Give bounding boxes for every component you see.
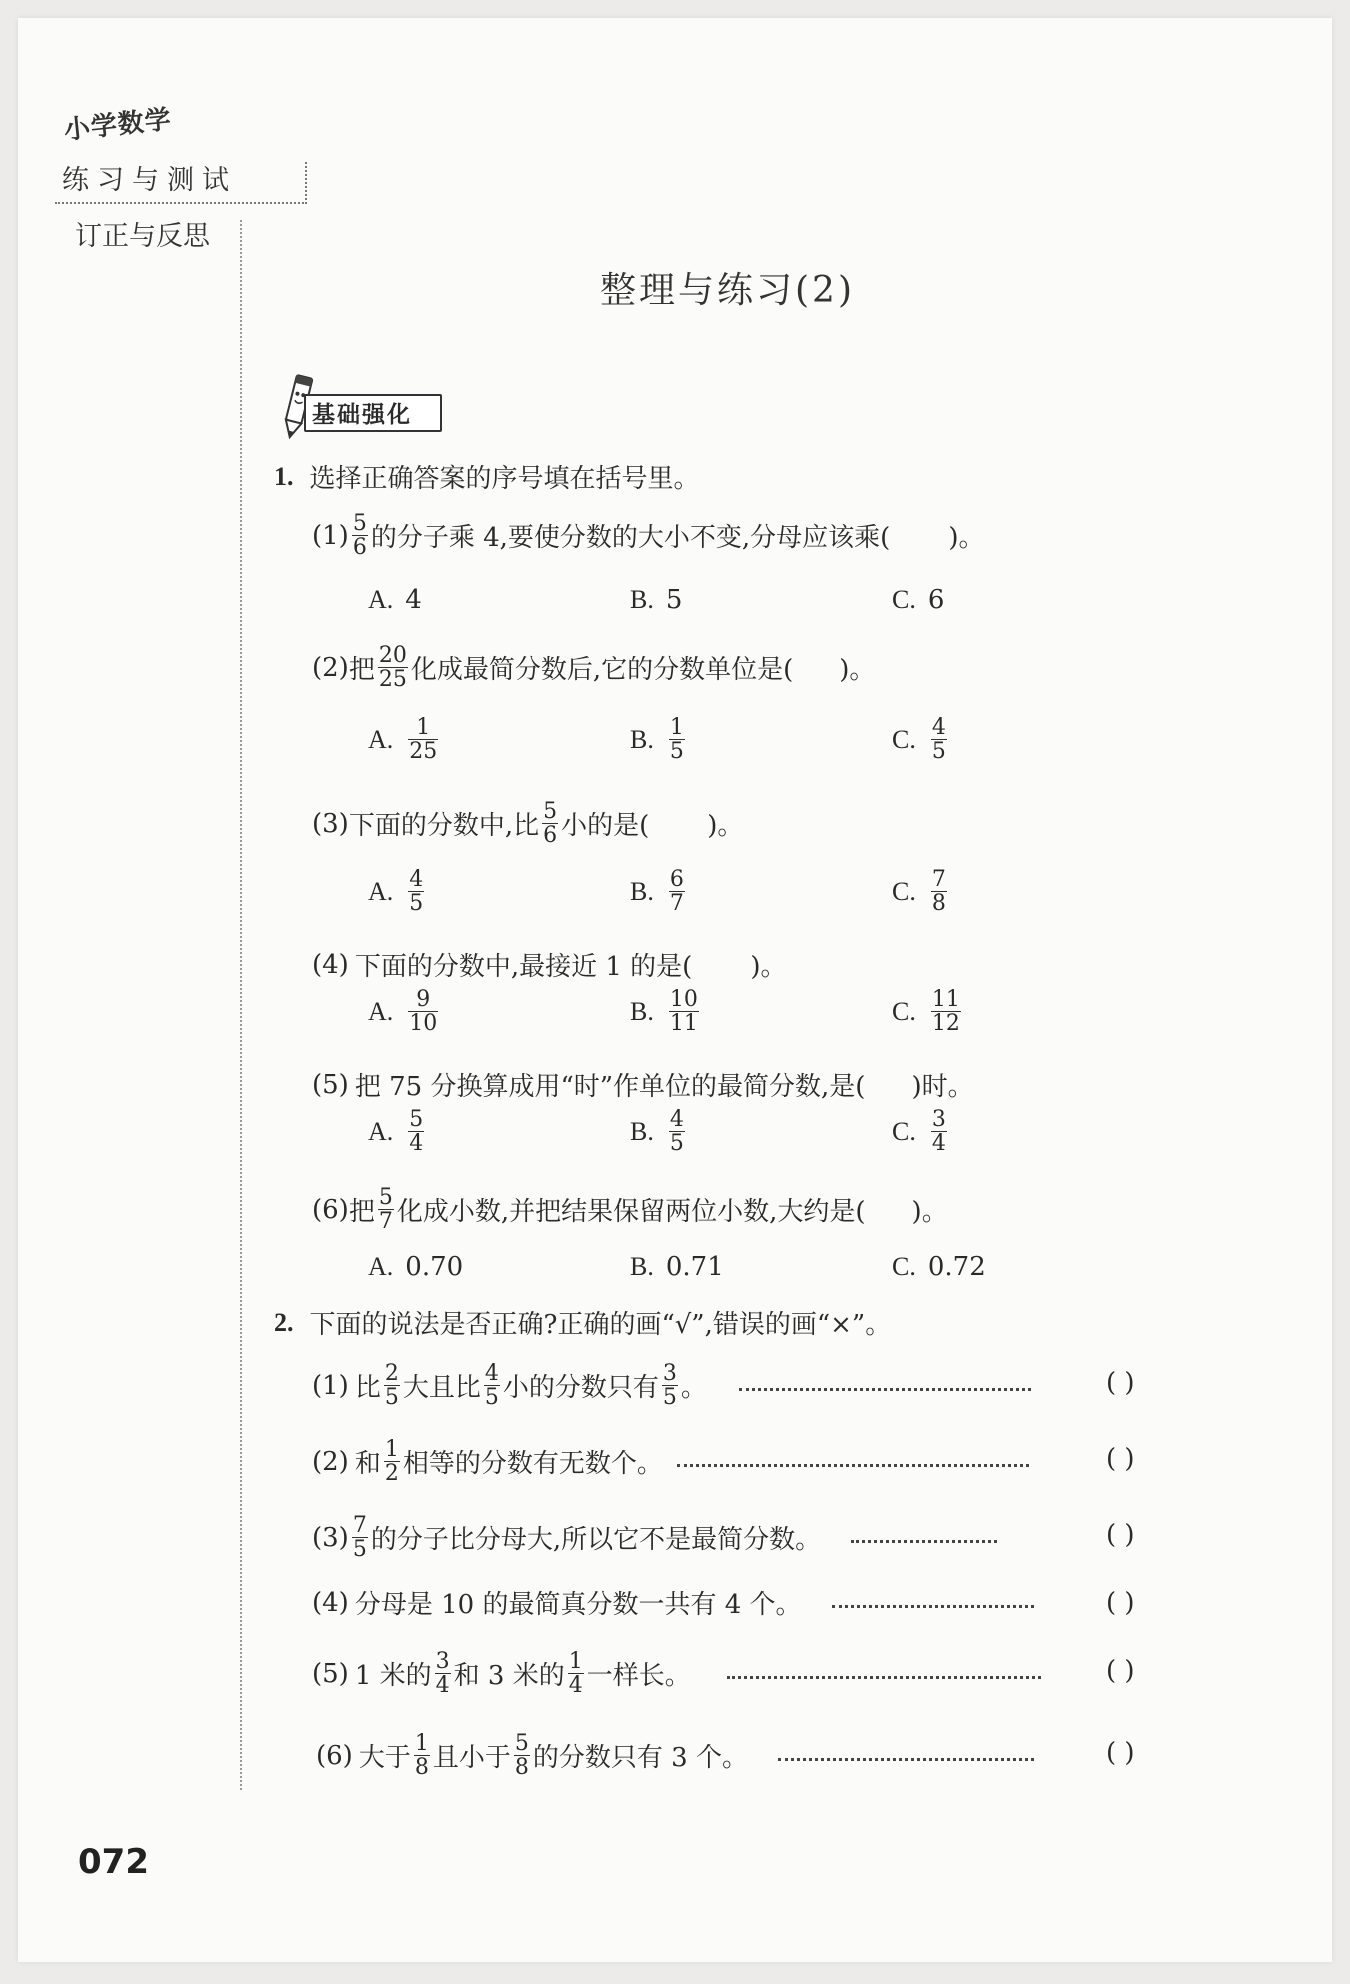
- leader-dots: [677, 1464, 1029, 1467]
- item-number: (4): [312, 949, 349, 980]
- leader-dots: [851, 1540, 997, 1543]
- section-badge: [280, 372, 460, 442]
- q1-number: 1.: [274, 461, 294, 491]
- q2-item-6: (6) 大于 $\frac{1}{8}$ 且小于 $\frac{5}{8}$ 的分数只有 3 个。: [316, 1732, 1044, 1779]
- option-b[interactable]: B. $\frac{6}{7}$: [630, 867, 684, 917]
- q2-item-3: (3) $\frac{7}{5}$ 的分子比分母大,所以它不是最简分数。: [312, 1514, 1007, 1561]
- q1-item-5: (5) 把 75 分换算成用“时”作单位的最简分数,是( )时。: [312, 1066, 974, 1103]
- answer-box-2[interactable]: ( ): [1106, 1444, 1135, 1474]
- option-a[interactable]: A. $\frac{1}{25}$: [368, 715, 438, 765]
- fraction: $\frac{5}{6}$: [543, 799, 558, 849]
- item-number: (6): [316, 1740, 353, 1771]
- margin-divider: [240, 220, 242, 1790]
- q1-item-6: (6) 把 $\frac{5}{7}$ 化成小数,并把结果保留两位小数,大约是( )。: [312, 1185, 948, 1235]
- leader-dots: [727, 1676, 1041, 1679]
- q1-prompt: 选择正确答案的序号填在括号里。: [309, 464, 700, 494]
- leader-dots: [739, 1388, 1031, 1391]
- option-c[interactable]: C. $\frac{3}{4}$: [892, 1107, 946, 1157]
- q2-item-1: (1) 比 $\frac{2}{5}$ 大且比 $\frac{4}{5}$ 小的分数只有 $\frac{3}{5}$ 。: [312, 1362, 1041, 1409]
- item-text: 把 75 分换算成用“时”作单位的最简分数,是(: [354, 1072, 866, 1102]
- q2-item-5: (5) 1 米的 $\frac{3}{4}$ 和 3 米的 $\frac{1}{4}$ 一样长。: [312, 1650, 1051, 1697]
- series-title: 小学数学: [62, 104, 174, 146]
- option-c[interactable]: C. $\frac{4}{5}$: [892, 715, 946, 765]
- option-a[interactable]: A. $\frac{4}{5}$: [368, 867, 424, 917]
- item-text: 化成小数,并把结果保留两位小数,大约是(: [396, 1197, 866, 1228]
- item-number: (2): [312, 1446, 349, 1477]
- option-c[interactable]: C. $\frac{11}{12}$: [892, 987, 960, 1037]
- q2-heading: [274, 1304, 891, 1341]
- item-number: (5): [312, 1658, 349, 1689]
- item-number: (3): [312, 808, 349, 839]
- item-number: (4): [312, 1587, 349, 1618]
- answer-box-4[interactable]: ( ): [1106, 1588, 1135, 1618]
- item-text: 的分子乘 4,要使分数的大小不变,分母应该乘(: [370, 523, 891, 554]
- option-a[interactable]: A. $\frac{5}{4}$: [368, 1107, 424, 1157]
- option-a[interactable]: A. 0.70: [368, 1252, 464, 1282]
- fraction: $\frac{5}{7}$: [378, 1185, 393, 1235]
- answer-box-3[interactable]: ( ): [1106, 1520, 1135, 1550]
- option-a[interactable]: A. $\frac{9}{10}$: [368, 987, 438, 1037]
- q1-heading: [274, 458, 700, 495]
- fraction: $\frac{5}{6}$: [352, 511, 367, 561]
- series-subtitle: 练习与测试: [62, 165, 237, 196]
- q2-item-2: (2) 和 $\frac{1}{2}$ 相等的分数有无数个。: [312, 1438, 1039, 1485]
- q2-number: 2.: [274, 1307, 294, 1337]
- q2-item-4: (4) 分母是 10 的最简真分数一共有 4 个。: [312, 1584, 1044, 1621]
- option-b[interactable]: B. 0.71: [630, 1252, 724, 1282]
- q1-item-4: (4) 下面的分数中,最接近 1 的是( )。: [312, 946, 786, 983]
- fraction: $\frac{20}{25}$: [378, 643, 407, 693]
- option-b[interactable]: B. $\frac{4}{5}$: [630, 1107, 684, 1157]
- item-number: (6): [312, 1194, 349, 1225]
- item-text: 化成最简分数后,它的分数单位是(: [410, 655, 794, 686]
- answer-box-5[interactable]: ( ): [1106, 1656, 1135, 1686]
- q1-item-3: (3) 下面的分数中,比 $\frac{5}{6}$ 小的是( )。: [312, 799, 744, 849]
- item-number: (1): [312, 1370, 349, 1401]
- option-b[interactable]: B. $\frac{1}{5}$: [630, 715, 684, 765]
- page-number: 072: [78, 1842, 149, 1882]
- leader-dots: [778, 1758, 1034, 1761]
- item-number: (1): [312, 520, 349, 551]
- option-c[interactable]: C. 6: [892, 585, 945, 615]
- item-number: (2): [312, 652, 349, 683]
- answer-box-1[interactable]: ( ): [1106, 1368, 1135, 1398]
- q1-item-2: (2) 把 $\frac{20}{25}$ 化成最简分数后,它的分数单位是( )。: [312, 643, 876, 693]
- section-badge-label: 基础强化: [304, 394, 442, 432]
- answer-box-6[interactable]: ( ): [1106, 1738, 1135, 1768]
- q2-prompt: 下面的说法是否正确?正确的画“√”,错误的画“×”。: [309, 1310, 892, 1340]
- item-number: (5): [312, 1069, 349, 1100]
- q1-item-1: (1) $\frac{5}{6}$ 的分子乘 4,要使分数的大小不变,分母应该乘( )。: [312, 511, 985, 561]
- page-title: 整理与练习(2): [600, 270, 855, 311]
- option-b[interactable]: B. $\frac{10}{11}$: [630, 987, 698, 1037]
- option-b[interactable]: B. 5: [630, 585, 683, 615]
- margin-label: 订正与反思: [75, 221, 210, 252]
- option-c[interactable]: C. 0.72: [892, 1252, 986, 1282]
- item-text: 小的是(: [561, 811, 650, 842]
- leader-dots: [832, 1605, 1034, 1608]
- item-text: 下面的分数中,最接近 1 的是(: [354, 952, 693, 982]
- item-number: (3): [312, 1522, 349, 1553]
- option-c[interactable]: C. $\frac{7}{8}$: [892, 867, 946, 917]
- option-a[interactable]: A. 4: [368, 585, 422, 615]
